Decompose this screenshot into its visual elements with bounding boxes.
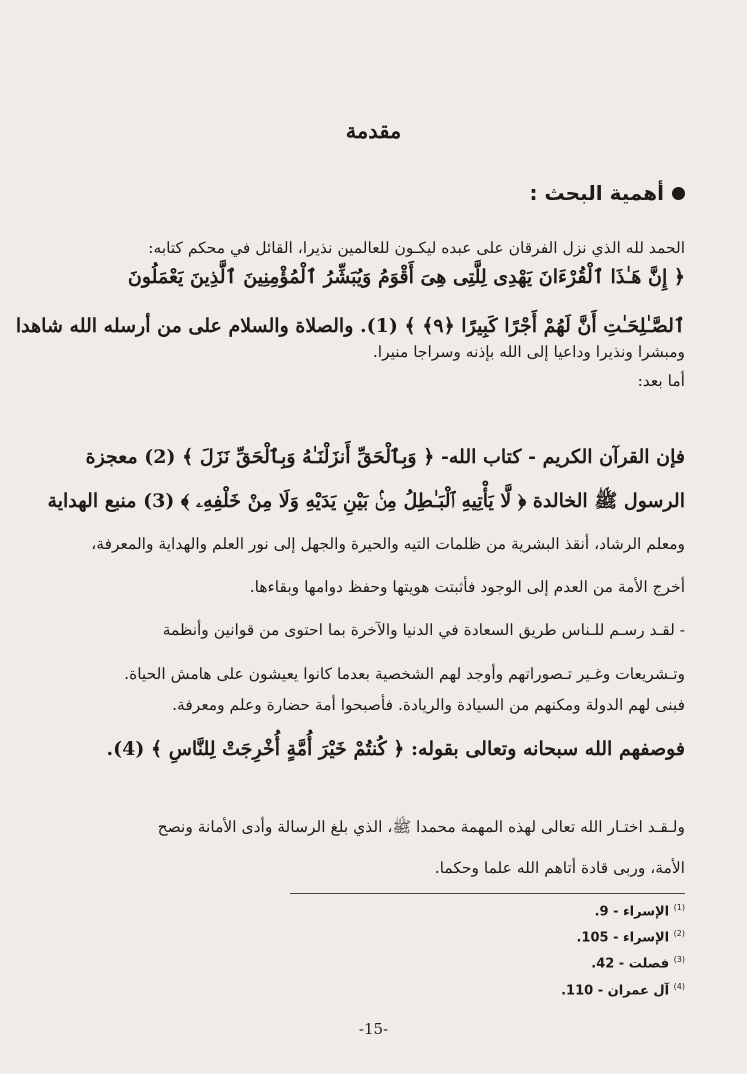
page-title: مقدمة	[345, 118, 402, 143]
verse-line: الرسول ﷺ الخالدة ﴿ لَّا يَأْتِيهِ ٱلْبَـٰطِلُ مِنۢ بَيْنِ يَدَيْهِ وَلَا مِنْ خَلْفِهِۦ ﴾ (3) منبع الهداية	[47, 490, 685, 512]
page-number: -15-	[358, 1020, 389, 1038]
footnote-separator	[290, 893, 685, 894]
footnote-marker: (3)	[673, 955, 685, 964]
footnote-marker: (1)	[673, 903, 685, 912]
verse-line: فوصفهم الله سبحانه وتعالى بقوله: ﴿ كُنتُمْ خَيْرَ أُمَّةٍ أُخْرِجَتْ لِلنَّاسِ ﴾ (4).	[106, 738, 685, 760]
footnote-text: الإسراء - 105.	[576, 930, 674, 946]
section-heading	[530, 181, 685, 205]
footnote-marker: (4)	[673, 982, 685, 991]
bullet-icon	[672, 187, 685, 200]
body-line: الحمد لله الذي نزل الفرقان على عبده ليكـون للعالمين نذيرا، القائل في محكم كتابه:	[148, 239, 685, 257]
body-line: وتـشريعات وغـير تـصوراتهم وأوجد لهم الشخصية بعدما كانوا يعيشون على هامش الحياة.	[124, 665, 685, 683]
footnote-text: الإسراء - 9.	[594, 904, 674, 920]
footnote-text: فصلت - 42.	[591, 956, 674, 972]
verse-line: ﴿ إِنَّ هَـٰذَا ٱلْقُرْءَانَ يَهْدِى لِلَّتِى هِىَ أَقْوَمُ وَيُبَشِّرُ ٱلْمُؤْمِنِينَ ٱلَّذِينَ يَعْمَلُونَ	[127, 266, 685, 288]
footnote-item	[591, 955, 685, 971]
body-line: ولـقـد اختـار الله تعالى لهذه المهمة محمدا ﷺ، الذي بلغ الرسالة وأدى الأمانة ونصح	[157, 818, 685, 836]
verse-line: ٱلصَّـٰلِحَـٰتِ أَنَّ لَهُمْ أَجْرًا كَبِيرًا ﴿٩﴾ ﴾ (1). والصلاة والسلام على من أرسله الله شاهدا	[15, 315, 685, 337]
footnote-item	[576, 929, 685, 945]
body-line: الأمة، وربى قادة أتاهم الله علما وحكما.	[434, 859, 685, 877]
footnote-marker: (2)	[673, 929, 685, 938]
verse-line: فإن القرآن الكريم - كتاب الله- ﴿ وَبِٱلْحَقِّ أَنزَلْنَـٰهُ وَبِٱلْحَقِّ نَزَلَ ﴾ (2) معجزة	[85, 446, 685, 468]
body-line: أخرج الأمة من العدم إلى الوجود فأثبتت هويتها وحفظ دوامها وبقاءها.	[249, 578, 685, 596]
body-line: أما بعد:	[637, 372, 685, 390]
body-line: ومبشرا ونذيرا وداعيا إلى الله بإذنه وسراجا منيرا.	[372, 343, 685, 361]
section-heading-text: أهمية البحث :	[529, 181, 664, 205]
footnote-item	[595, 903, 685, 919]
body-line: ومعلم الرشاد، أنقذ البشرية من ظلمات التيه والحيرة والجهل إلى نور العلم والهداية والمعرفة،	[91, 535, 685, 553]
footnote-item	[561, 982, 685, 998]
body-line: - لقـد رسـم للـناس طريق السعادة في الدنيا والآخرة بما احتوى من قوانين وأنظمة	[162, 621, 685, 639]
body-line: فبنى لهم الدولة ومكنهم من السيادة والريادة. فأصبحوا أمة حضارة وعلم ومعرفة.	[172, 696, 685, 714]
footnote-text: آل عمران - 110.	[561, 983, 674, 999]
